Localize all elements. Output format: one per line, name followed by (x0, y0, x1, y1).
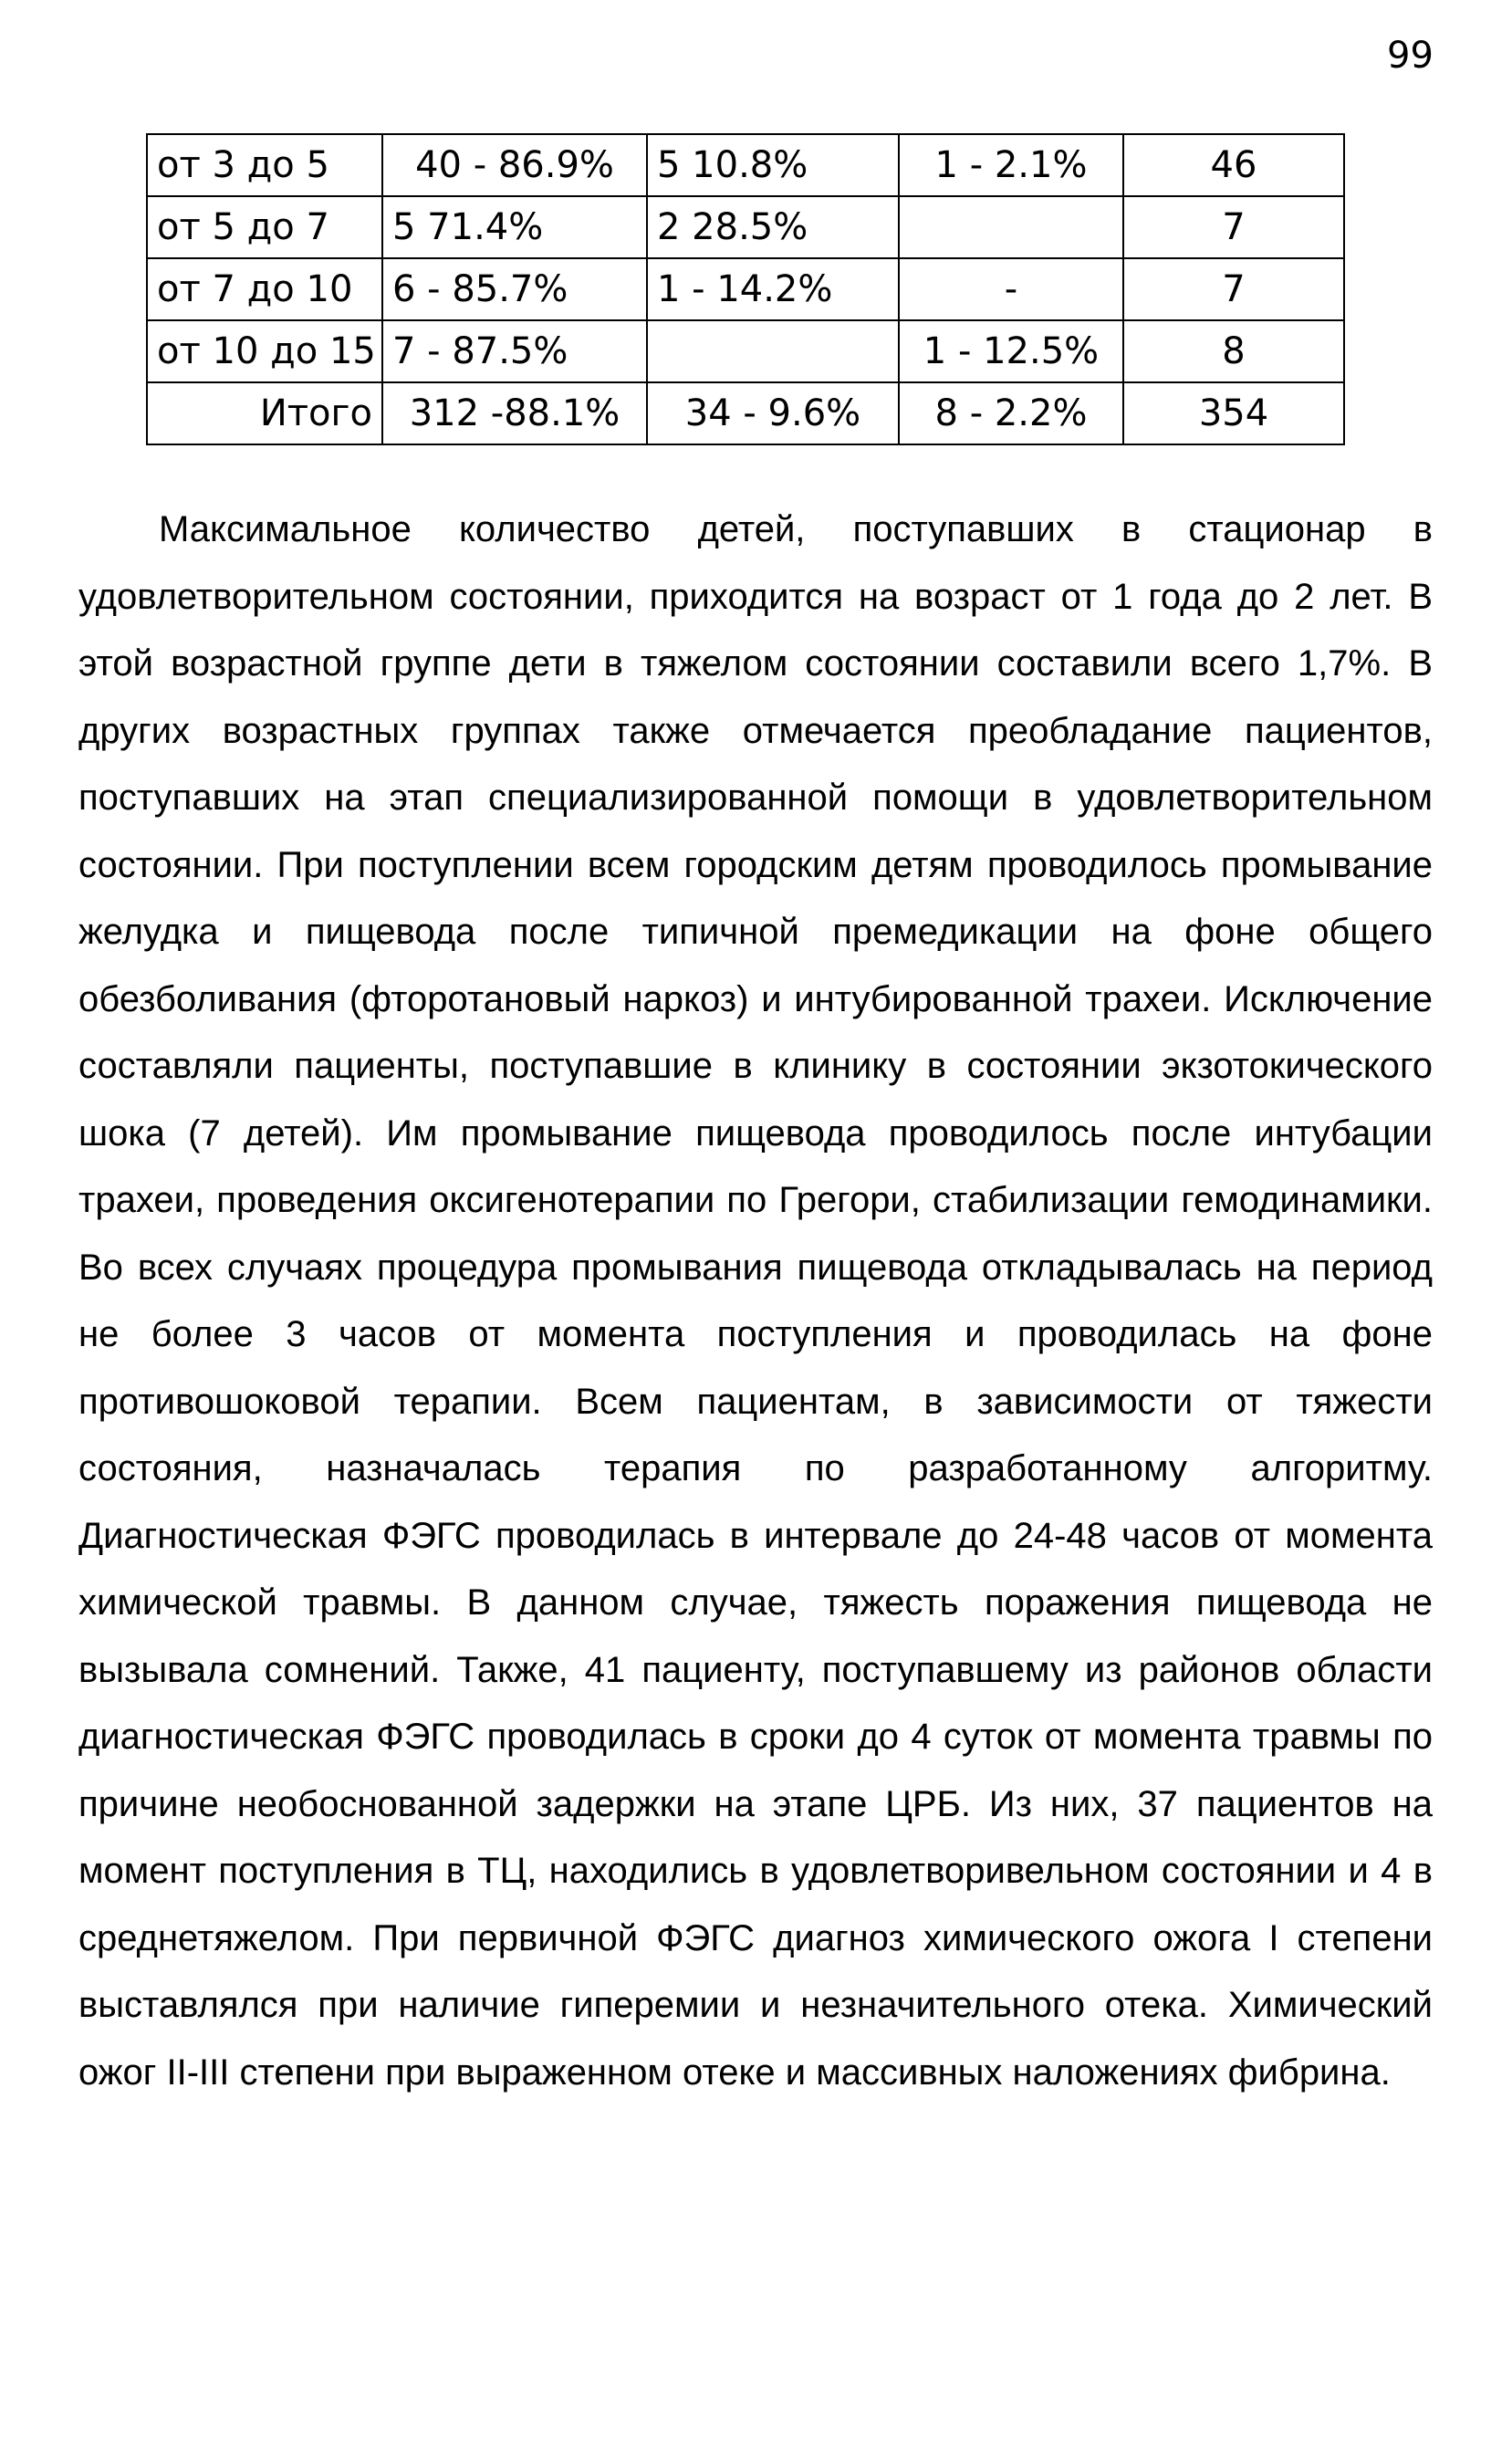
page-number: 99 (1387, 35, 1434, 77)
body-paragraph: Максимальное количество детей, поступавших в стационар в удовлетворительном состоянии, приходится на возраст от 1 года до 2 лет. В этой возрастной группе дети в тяжелом состоянии составили всего 1,7%. В других возрастных группах также отмечается преобладание пациентов, поступавших на этап специализированной помощи в удовлетворительном состоянии. При поступлении всем городским детям проводилось промывание желудка и пищевода после типичной премедикации на фоне общего обезболивания (фторотановый наркоз) и интубированной трахеи. Исключение составляли пациенты, поступавшие в клинику в состоянии экзотокического шока (7 детей). Им промывание пищевода проводилось после интубации трахеи, проведения оксигенотерапии по Грегори, стабилизации гемодинамики. Во всех случаях процедура промывания пищевода откладывалась на период не более 3 часов от момента поступления и проводилась на фоне противошоковой терапии. Всем пациентам, в зависимости от тяжести состояния, назначалась терапия по разработанному алгоритму. Диагностическая ФЭГС проводилась в интервале до 24-48 часов от момента химической травмы. В данном случае, тяжесть поражения пищевода не вызывала сомнений. Также, 41 пациенту, поступавшему из районов области диагностическая ФЭГС проводилась в сроки до 4 суток от момента травмы по причине необоснованной задержки на этапе ЦРБ. Из них, 37 пациентов на момент поступления в ТЦ, находились в удовлетворивельном состоянии и 4 в среднетяжелом. При первичной ФЭГС диагноз химического ожога I степени выставлялся при наличие гиперемии и незначительного отека. Химический ожог II-III степени при выраженном отеке и массивных наложениях фибрина. (78, 509, 1433, 2093)
table-cell (647, 320, 899, 382)
table-cell: 8 - 2.2% (899, 382, 1123, 444)
table-cell-total: 8 (1123, 320, 1344, 382)
table-row (147, 196, 1344, 258)
table-row-total (147, 382, 1344, 444)
table-cell: 1 - 14.2% (647, 258, 899, 320)
table-cell: 1 - 12.5% (899, 320, 1123, 382)
table-cell: 312 -88.1% (382, 382, 647, 444)
table-cell-total: 46 (1123, 134, 1344, 196)
table-cell-age-group: от 10 до 15 (147, 320, 382, 382)
table-row (147, 320, 1344, 382)
table-cell: 1 - 2.1% (899, 134, 1123, 196)
table-cell-total: 354 (1123, 382, 1344, 444)
table-cell: 34 - 9.6% (647, 382, 899, 444)
table-row (147, 134, 1344, 196)
table-cell: 40 - 86.9% (382, 134, 647, 196)
table-cell: 5 10.8% (647, 134, 899, 196)
table-cell-total: 7 (1123, 196, 1344, 258)
table-cell-age-group: от 7 до 10 (147, 258, 382, 320)
table-cell: 6 - 85.7% (382, 258, 647, 320)
table-cell: 5 71.4% (382, 196, 647, 258)
table-cell: 2 28.5% (647, 196, 899, 258)
table-cell (899, 196, 1123, 258)
table-cell-total: 7 (1123, 258, 1344, 320)
table-cell-age-group: от 3 до 5 (147, 134, 382, 196)
table-cell-age-group: от 5 до 7 (147, 196, 382, 258)
table-cell: - (899, 258, 1123, 320)
table-cell: 7 - 87.5% (382, 320, 647, 382)
table-row (147, 258, 1344, 320)
table-cell-total-label: Итого (147, 382, 382, 444)
age-distribution-table (146, 133, 1345, 445)
